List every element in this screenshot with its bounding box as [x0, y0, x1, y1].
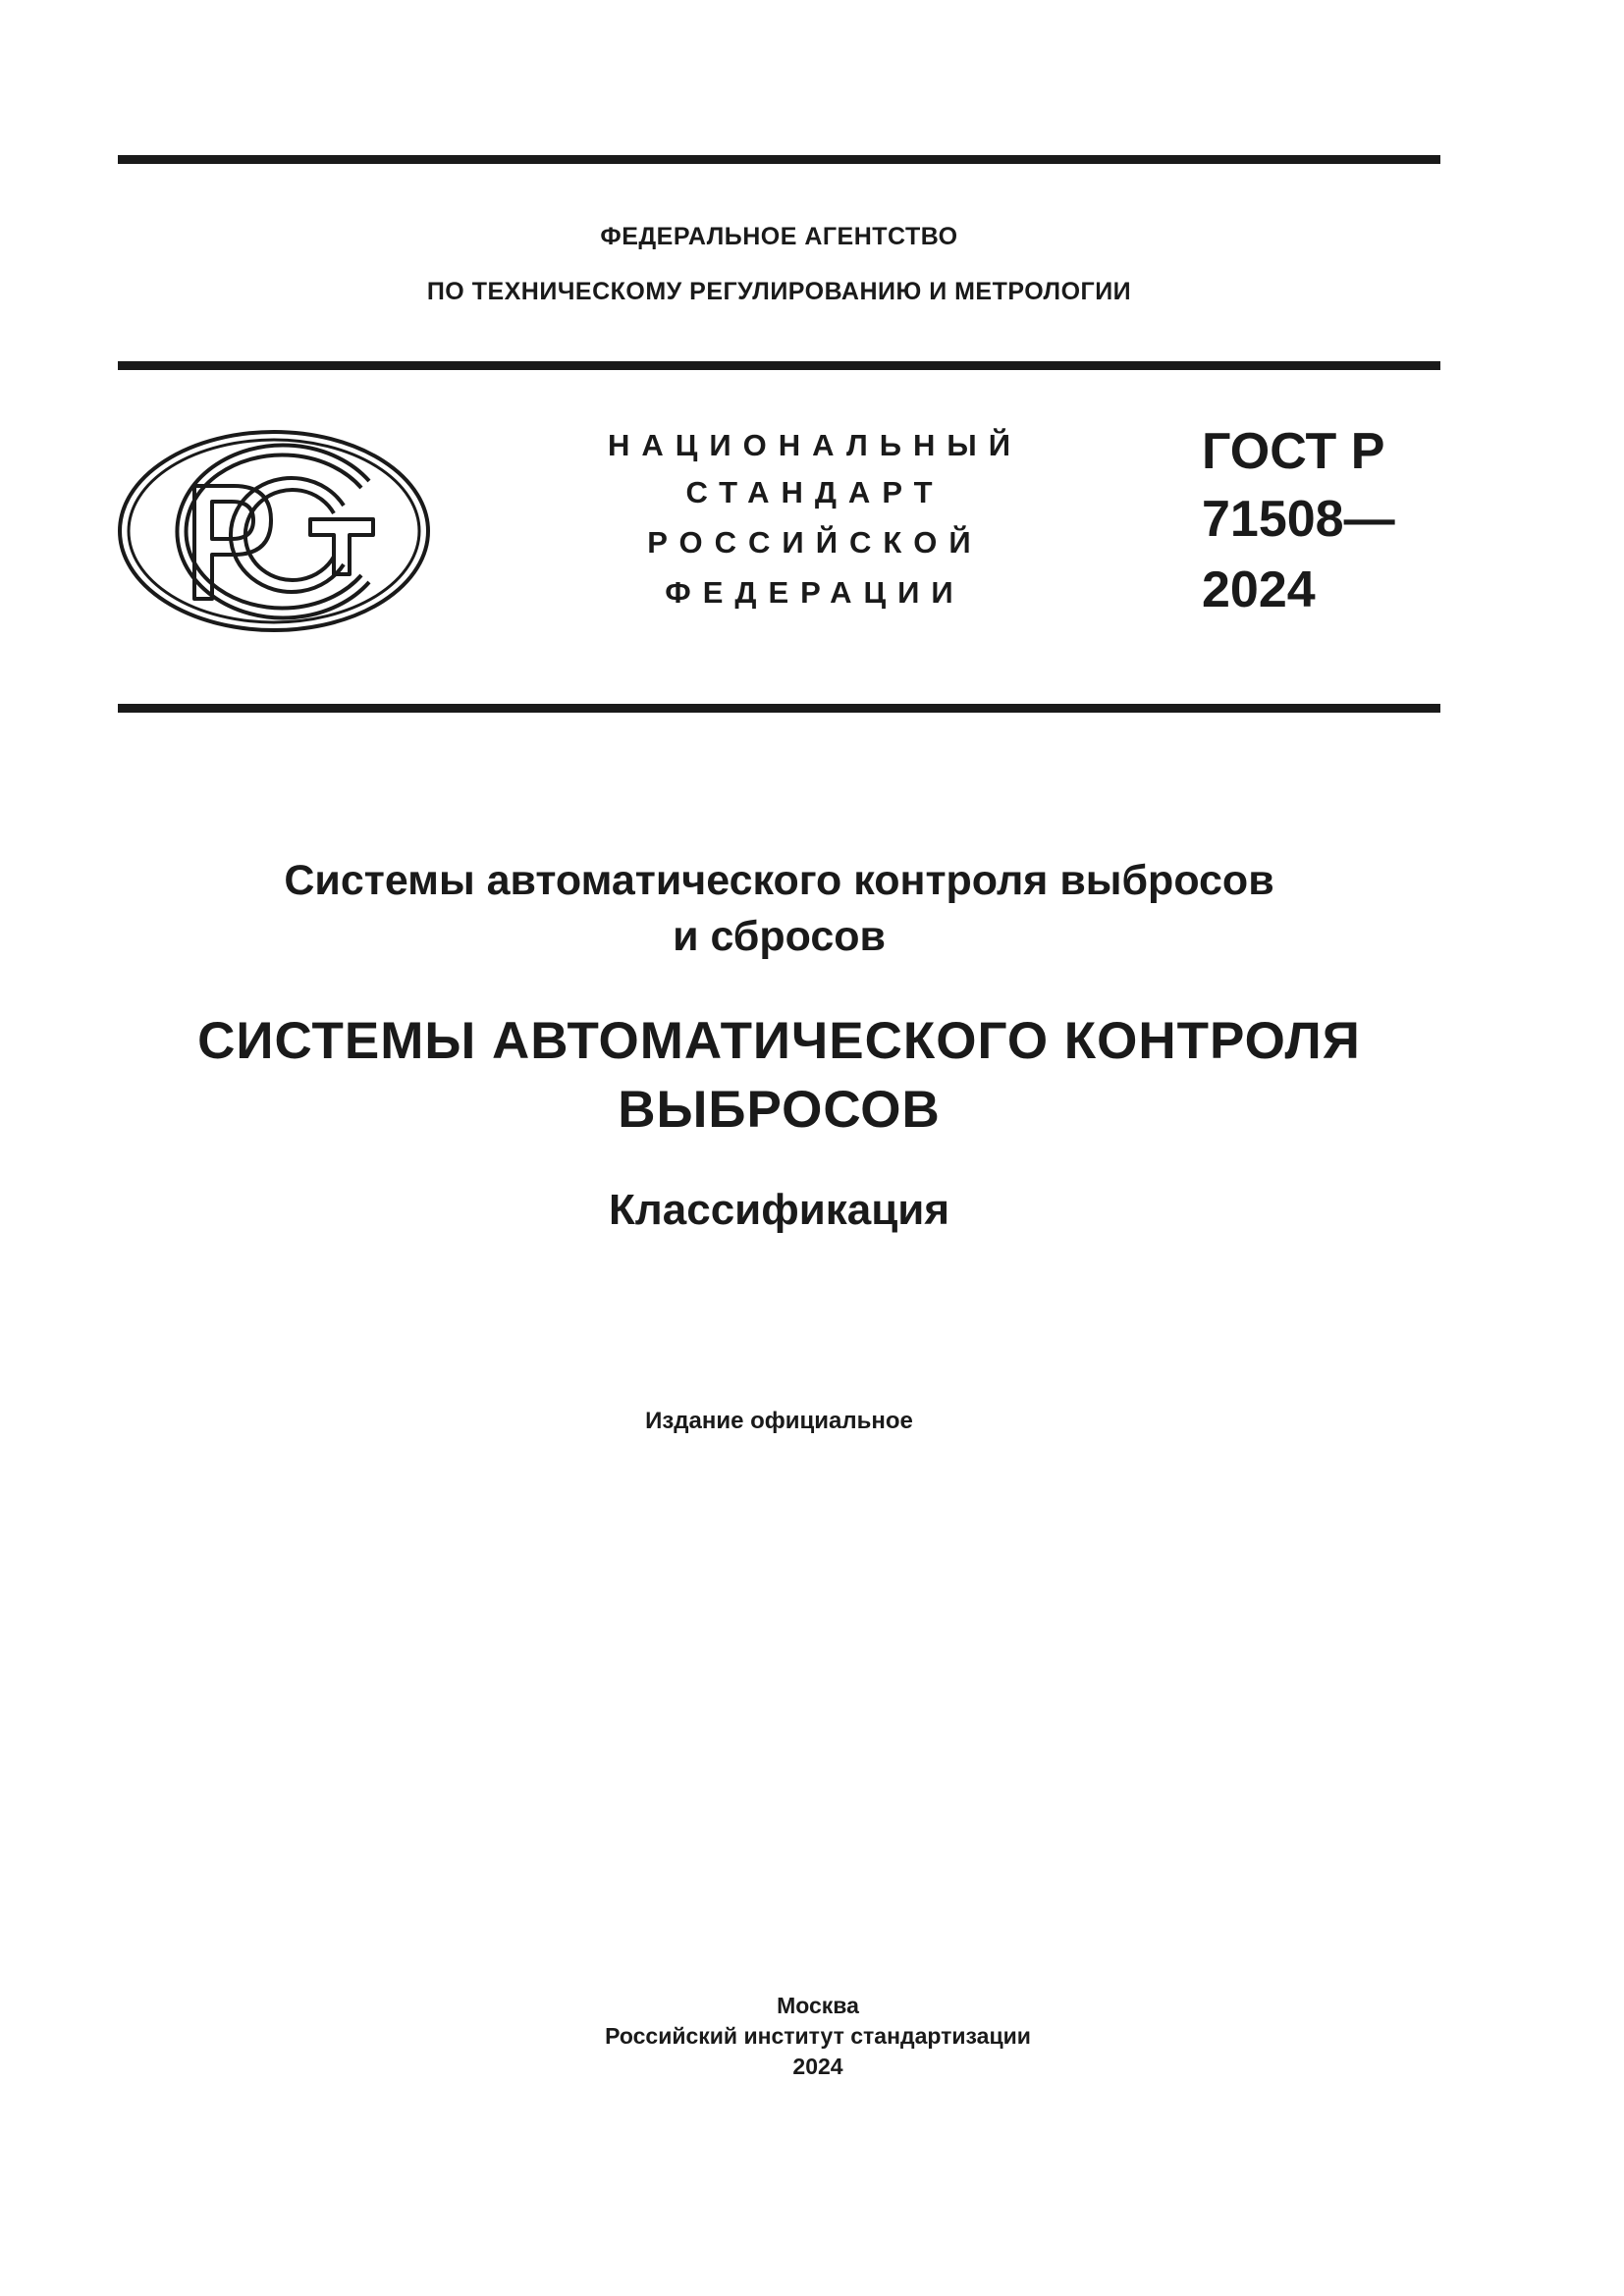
imprint-city: Москва [777, 1993, 859, 2018]
imprint-year: 2024 [792, 2054, 843, 2079]
document-subtitle-line-1: Системы автоматического контроля выбросов [284, 857, 1274, 904]
imprint-publisher: Российский институт стандартизации [605, 2023, 1031, 2049]
gost-r-emblem-icon [116, 427, 432, 635]
edition-note: Издание официальное [645, 1408, 913, 1434]
standard-designation-line-2: 71508— [1202, 491, 1395, 548]
agency-name-line-2: ПО ТЕХНИЧЕСКОМУ РЕГУЛИРОВАНИЮ И МЕТРОЛОГИИ [426, 278, 1132, 305]
standard-designation-line-3: 2024 [1202, 561, 1316, 618]
title-divider [118, 704, 1440, 713]
header-divider [118, 361, 1440, 370]
national-standard-line-3: РОССИЙСКОЙ [647, 525, 983, 560]
agency-name-line-1: ФЕДЕРАЛЬНОЕ АГЕНТСТВО [600, 223, 958, 250]
standard-designation-line-1: ГОСТ Р [1202, 423, 1385, 480]
document-title-line-2: ВЫБРОСОВ [618, 1081, 941, 1139]
national-standard-line-4: ФЕДЕРАЦИИ [665, 575, 965, 610]
top-divider [118, 155, 1440, 164]
document-subtitle-line-2: и сбросов [673, 913, 886, 960]
national-standard-line-2: СТАНДАРТ [685, 475, 945, 509]
document-part-title: Классификация [608, 1186, 950, 1234]
national-standard-line-1: НАЦИОНАЛЬНЫЙ [607, 428, 1023, 462]
document-title-line-1: СИСТЕМЫ АВТОМАТИЧЕСКОГО КОНТРОЛЯ [197, 1012, 1361, 1070]
